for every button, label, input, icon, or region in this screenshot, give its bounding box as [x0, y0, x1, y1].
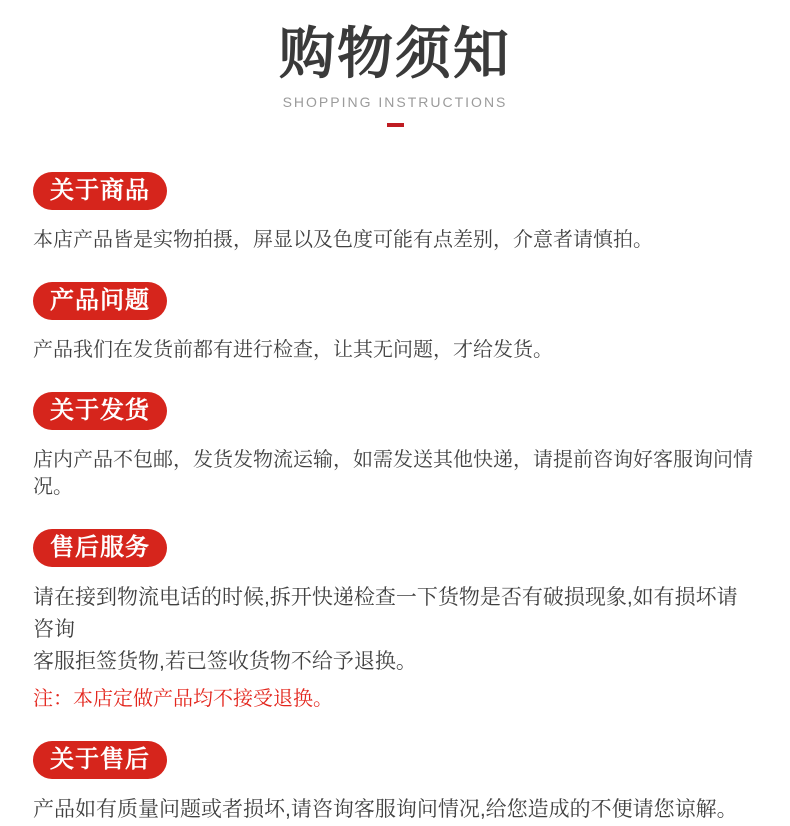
section-about-shipping: [33, 392, 757, 501]
section-after-sales-service: [33, 529, 757, 713]
text-after-sales-line-2: 客服拒签货物,若已签收货物不给予退换。: [33, 650, 417, 674]
sections-container: [0, 127, 790, 826]
section-about-after-sales: [33, 741, 757, 826]
badge-about-product: 关于商品: [33, 172, 167, 210]
text-about-after-sales: 产品如有质量问题或者损坏,请咨询客服询问情况,给您造成的不便请您谅解。: [33, 798, 738, 822]
page-subtitle: SHOPPING INSTRUCTIONS: [282, 94, 508, 111]
text-product-issues: 产品我们在发货前都有进行检查，让其无问题，才给发货。: [33, 339, 553, 362]
text-about-product: 本店产品皆是实物拍摄，屏显以及色度可能有点差别，介意者请慎拍。: [33, 229, 653, 252]
text-after-sales-line-1: 请在接到物流电话的时候,拆开快递检查一下货物是否有破损现象,如有损坏请咨询: [33, 586, 738, 642]
badge-after-sales-service: 售后服务: [33, 529, 167, 567]
badge-about-shipping: 关于发货: [33, 392, 167, 430]
page-header: [0, 0, 790, 127]
page-title: 购物须知: [279, 22, 511, 85]
text-about-shipping: 店内产品不包邮，发货发物流运输，如需发送其他快递，请提前咨询好客服询问情况。: [33, 449, 753, 499]
note-no-returns: 注：本店定做产品均不接受退换。: [33, 688, 333, 711]
badge-product-issues: 产品问题: [33, 282, 167, 320]
section-about-product: [33, 172, 757, 254]
badge-about-after-sales: 关于售后: [33, 741, 167, 779]
section-product-issues: [33, 282, 757, 364]
